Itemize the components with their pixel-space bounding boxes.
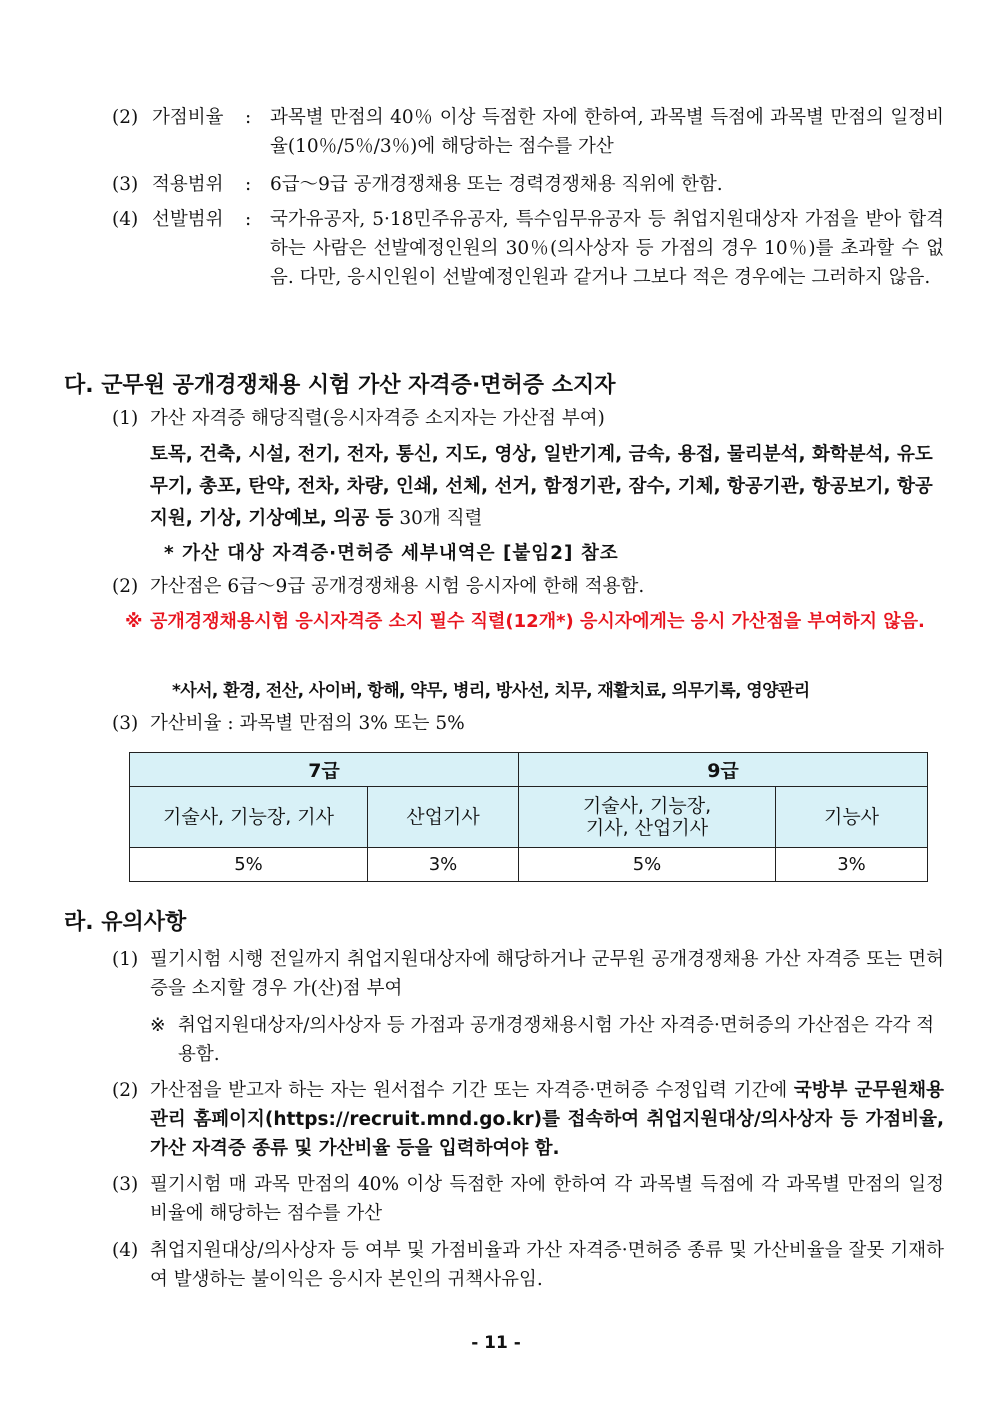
notes-item-3 bbox=[112, 1170, 944, 1228]
item-number: (1) bbox=[112, 949, 139, 970]
item-label: 적용범위 bbox=[152, 174, 224, 195]
reference-mark-icon: ※ bbox=[150, 1015, 166, 1036]
table-cell: 3% bbox=[776, 848, 928, 882]
item-text: 6급～9급 공개경쟁채용 또는 경력경쟁채용 직위에 한함. bbox=[270, 174, 723, 195]
notes-item-4 bbox=[112, 1236, 944, 1294]
job-count: 30개 직렬 bbox=[393, 508, 483, 529]
grade9-header: 9급 bbox=[519, 753, 928, 787]
item-text: 국가유공자, 5·18민주유공자, 특수임무유공자 등 취업지원대상자 가점을 받아 합격하는 사람은 선발예정인원의 30％(의사상자 등 가점의 경우 10％)를 초과할 수 없음. 다만, 응시인원이 선발예정인원과 같거나 그보다 적은 경우에는 그러하지 않음. bbox=[270, 209, 944, 288]
item-text-plain: 가산점을 받고자 하는 자는 원서접수 기간 또는 자격증·면허증 수정입력 기간에 bbox=[150, 1080, 794, 1101]
item-bonus-rate bbox=[112, 709, 944, 738]
col-header bbox=[519, 787, 776, 848]
table-cell: 5% bbox=[519, 848, 776, 882]
item-number: (3) bbox=[112, 174, 139, 195]
notes-item-2 bbox=[112, 1076, 944, 1163]
notes-item-1 bbox=[112, 945, 944, 1003]
job-list bbox=[150, 439, 944, 535]
col-header: 기능사 bbox=[776, 787, 928, 848]
item-text: 취업지원대상/의사상자 등 여부 및 가점비율과 가산 자격증·면허증 종류 및 가산비율을 잘못 기재하여 발생하는 불이익은 응시자 본인의 귀책사유임. bbox=[150, 1240, 944, 1290]
item-scope bbox=[112, 170, 944, 199]
col-header-line: 기술사, 기능장, bbox=[582, 795, 712, 817]
item-text: 필기시험 매 과목 만점의 40% 이상 득점한 자에 한하여 각 과목별 득점에 각 과목별 만점의 일정 비율에 해당하는 점수를 가산 bbox=[150, 1174, 944, 1224]
sub-note-text: 취업지원대상자/의사상자 등 가점과 공개경쟁채용시험 가산 자격증·면허증의 가산점은 각각 적용함. bbox=[178, 1015, 935, 1065]
item-number: (3) bbox=[112, 1174, 139, 1195]
item-number: (2) bbox=[112, 107, 139, 128]
item-text: 가산점은 6급～9급 공개경쟁채용 시험 응시자에 한해 적용함. bbox=[150, 576, 645, 597]
item-cert-jobs bbox=[112, 404, 944, 433]
item-number: (4) bbox=[112, 209, 139, 230]
required-jobs-list: *사서, 환경, 전산, 사이버, 항해, 약무, 병리, 방사선, 치무, 재활치료, 의무기록, 영양관리 bbox=[172, 681, 810, 701]
notes-sub-note bbox=[150, 1011, 944, 1069]
attachment-note: * 가산 대상 자격증·면허증 세부내역은 [붙임2] 참조 bbox=[164, 543, 619, 564]
item-text: 가산 자격증 해당직렬(응시자격증 소지자는 가산점 부여) bbox=[150, 408, 605, 429]
item-colon: : bbox=[245, 174, 252, 195]
section-heading-certificates: 다. 군무원 공개경쟁채용 시험 가산 자격증·면허증 소지자 bbox=[64, 373, 616, 398]
table-cell: 5% bbox=[130, 848, 368, 882]
item-selection-range bbox=[112, 205, 944, 292]
reference-mark-icon: ※ bbox=[125, 611, 143, 632]
item-number: (2) bbox=[112, 576, 139, 597]
item-label: 선발범위 bbox=[152, 209, 224, 230]
item-label: 가점비율 bbox=[152, 107, 224, 128]
col-header: 기술사, 기능장, 기사 bbox=[130, 787, 368, 848]
item-number: (1) bbox=[112, 408, 139, 429]
bonus-rate-table bbox=[129, 752, 928, 882]
item-number: (2) bbox=[112, 1080, 139, 1101]
section-heading-notes: 라. 유의사항 bbox=[64, 910, 187, 935]
table-cell: 3% bbox=[368, 848, 519, 882]
item-text-bold: 국방부 군무원채용관리 홈페이지(https://recruit.mnd.go.kr)를 접속하여 취업지원대상/의사상자 등 가점비율, 가산 자격증 종류 및 가산비율 등을 입력하여야 함. bbox=[150, 1080, 944, 1159]
grade7-header: 7급 bbox=[130, 753, 519, 787]
warning-note bbox=[125, 607, 945, 636]
item-colon: : bbox=[245, 107, 252, 128]
col-header: 산업기사 bbox=[368, 787, 519, 848]
item-text: 과목별 만점의 40％ 이상 득점한 자에 한하여, 과목별 득점에 과목별 만점의 일정비율(10％/5％/3％)에 해당하는 점수를 가산 bbox=[270, 107, 944, 157]
page-number: - 11 - bbox=[471, 1333, 521, 1353]
item-number: (3) bbox=[112, 713, 139, 734]
item-text bbox=[150, 1076, 944, 1163]
item-text: 필기시험 시행 전일까지 취업지원대상자에 해당하거나 군무원 공개경쟁채용 가산 자격증 또는 면허증을 소지할 경우 가(산)점 부여 bbox=[150, 949, 944, 999]
item-text: 가산비율 : 과목별 만점의 3% 또는 5% bbox=[150, 713, 465, 734]
job-list-text: 토목, 건축, 시설, 전기, 전자, 통신, 지도, 영상, 일반기계, 금속, 용접, 물리분석, 화학분석, 유도무기, 총포, 탄약, 전차, 차량, 인쇄, 선체, 선거, 함정기관, 잠수, 기체, 항공기관, 항공보기, 항공지원, 기상, 기상예보, 의공 등 bbox=[150, 444, 933, 529]
warning-text: 공개경쟁채용시험 응시자격증 소지 필수 직렬(12개*) 응시자에게는 응시 가산점을 부여하지 않음. bbox=[150, 611, 925, 632]
item-number: (4) bbox=[112, 1240, 139, 1261]
item-colon: : bbox=[245, 209, 252, 230]
item-apply-scope bbox=[112, 572, 944, 601]
col-header-line: 기사, 산업기사 bbox=[585, 817, 709, 839]
item-bonus-ratio bbox=[112, 103, 944, 161]
